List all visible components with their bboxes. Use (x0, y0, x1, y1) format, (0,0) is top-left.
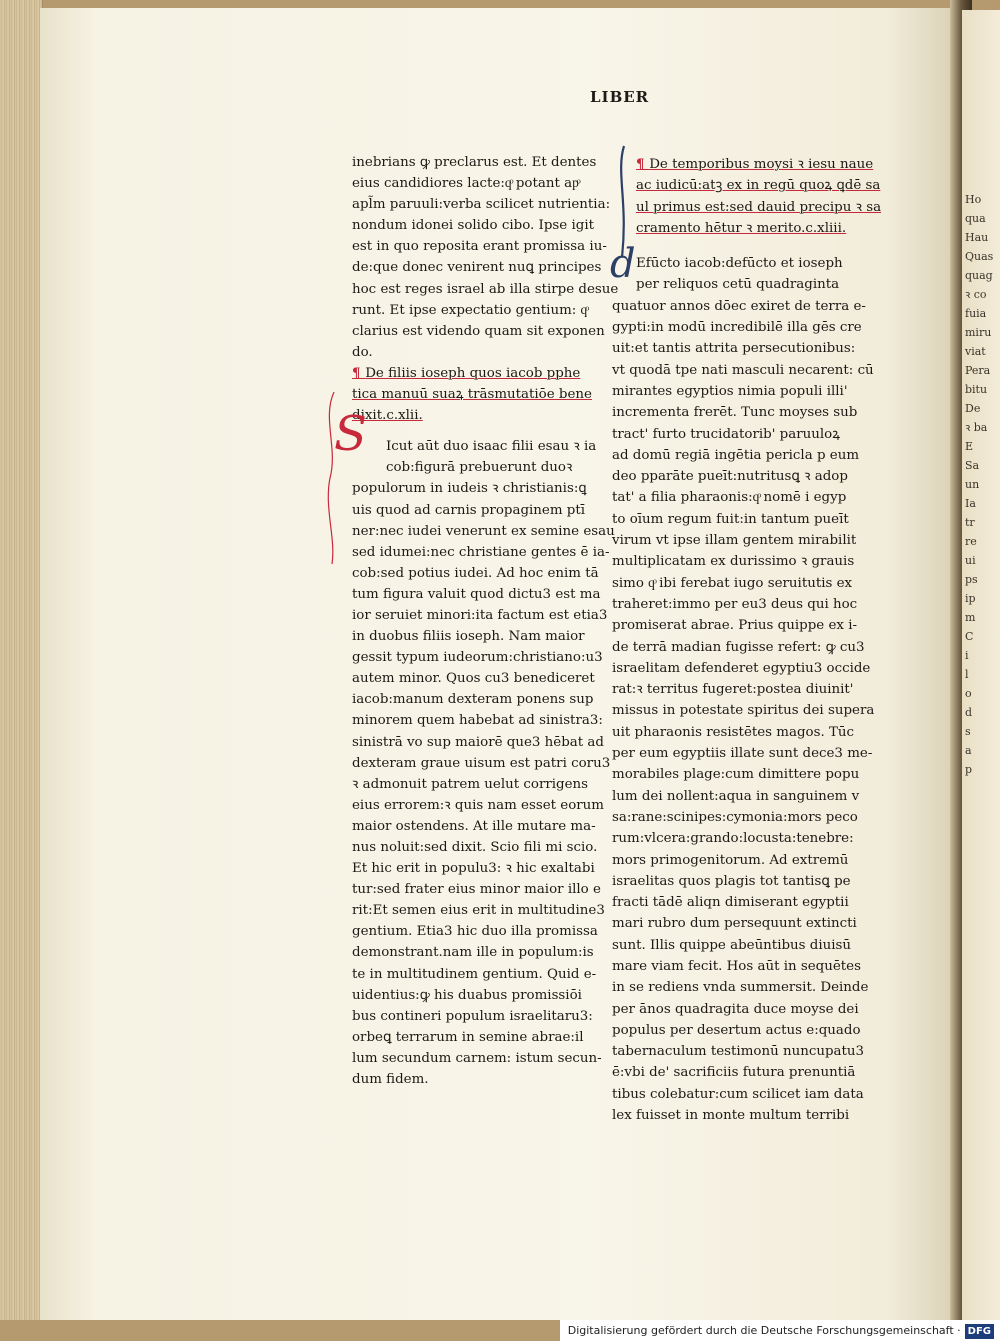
text-line: cob:sed potius iudei. Ad hoc enim tā (352, 565, 599, 581)
facing-page-fragment: ps (965, 573, 978, 586)
text-line: gentium. Etia3 hic duo illa promissa (352, 924, 598, 940)
text-line: morabiles plage:cum dimittere popu (612, 767, 860, 783)
text-line: maior ostendens. At ille mutare ma- (352, 818, 596, 834)
facing-page-fragment: ꝛ co (965, 288, 987, 301)
text-line: tur:sed frater eius minor maior illo e (352, 882, 601, 898)
text-line: to oīum regum fuit:in tantum pueīt (612, 511, 849, 527)
facing-page-fragment: viat (965, 345, 986, 358)
text-line: israelitam defenderet egyptiu3 occide (612, 660, 871, 676)
text-line: nondum idonei solido cibo. Ipse igit (352, 218, 594, 234)
text-line: populus per desertum actus e:quado (612, 1022, 861, 1038)
text-line: vt quodā tpe nati masculi necarent: cū (612, 362, 874, 378)
initial-flourish-left (316, 388, 356, 568)
text-line: israelitas quos plagis tot tantisꝗ pe (612, 873, 851, 889)
facing-page (962, 10, 1000, 1320)
spacer (612, 239, 860, 253)
facing-page-fragment: ip (965, 592, 976, 605)
text-line: ad domū regiā ingētia pericla p eum (612, 447, 860, 463)
spacer (352, 426, 588, 436)
text-line: rat:ꝛ territus fugeret:postea diuinit' (612, 682, 854, 698)
initial-letter-s: S (334, 406, 367, 462)
facing-page-fragment: a (965, 744, 972, 757)
text-line: tibus colebatur:cum scilicet iam data (612, 1086, 864, 1102)
text-line: Efūcto iacob:defūcto et ioseph (636, 256, 843, 272)
text-line: incrementa frerēt. Tunc moyses sub (612, 405, 858, 421)
text-line: per eum egyptiis illate sunt dece3 me- (612, 746, 873, 762)
text-line: mari rubro dum persequunt extincti (612, 916, 857, 932)
text-line: missus in potestate spiritus dei supera (612, 703, 875, 719)
facing-page-fragment: quag (965, 269, 993, 282)
pilcrow-mark: ¶ (352, 364, 366, 381)
text-line: in duobus filiis ioseph. Nam maior (352, 629, 585, 645)
text-line: gessit typum iudeorum:christiano:u3 (352, 650, 603, 666)
facing-page-fragment: C (965, 630, 974, 643)
text-line: lum secundum carnem: istum secun- (352, 1050, 602, 1066)
text-line: per reliquos cetū quadraginta (636, 277, 840, 293)
text-line: do. (352, 344, 373, 360)
rubric-line: dixit.c.xlii. (352, 408, 423, 424)
text-line: tum figura valuit quod dictu3 est ma (352, 586, 601, 602)
facing-page-fragment: p (965, 763, 973, 776)
text-line: de:que donec venirent nuꝗ principes (352, 260, 602, 276)
text-line: sed idumei:nec christiane gentes ē ia- (352, 544, 610, 560)
text-line: est in quo reposita erant promissa iu- (352, 239, 607, 255)
rubric-line (352, 363, 588, 384)
text-line: lex fuisset in monte multum terribi (612, 1108, 850, 1124)
facing-page-fragment: Quas (965, 250, 994, 263)
rubric-line: ac iudicū:atꝫ ex in regū quoꝝ ꝗdē sa (636, 178, 881, 194)
text-line: fracti tādē aliqn dimiserant egyptii (612, 895, 849, 911)
text-line: uis quod ad carnis propaginem ptī (352, 502, 586, 518)
footer-text: Digitalisierung gefördert durch die Deutsche Forschungsgemeinschaft · (567, 1324, 961, 1337)
facing-page-fragment: m (965, 611, 976, 624)
text-line: iacob:manum dexteram ponens sup (352, 692, 594, 708)
text-line: mors primogenitorum. Ad extremū (612, 852, 849, 868)
initial-letter-d: d (610, 241, 636, 287)
text-line: hoc est reges israel ab illa stirpe desue (352, 281, 619, 297)
facing-page-fragment: De (965, 402, 981, 415)
text-line: uit pharaonis resistētes magos. Tūc (612, 724, 855, 740)
running-title: LIBER (590, 88, 650, 106)
dfg-logo: DFG (965, 1324, 994, 1339)
text-line: apl̃m paruuli:verba scilicet nutrientia: (352, 197, 611, 213)
text-line: simo qͦ ibi ferebat iugo seruitutis ex (612, 575, 853, 591)
text-line: deo pparāte pueīt:nutritusꝗ ꝛ adop (612, 469, 848, 485)
text-line: rum:vlcera:grando:locusta:tenebre: (612, 831, 854, 847)
text-line: tat' a filia pharaonis:qͦ nomē i egyp (612, 490, 847, 506)
left-column (352, 152, 619, 1090)
text-line: demonstrant.nam ille in populum:is (352, 945, 594, 961)
text-line: te in multitudinem gentium. Quid e- (352, 966, 597, 982)
facing-page-fragment: ꝛ ba (965, 421, 988, 434)
text-line: uit:et tantis attrita persecutionibus: (612, 341, 856, 357)
text-line: mirantes egyptios nimia populi illi' (612, 383, 848, 399)
text-line: multiplicatam ex durissimo ꝛ grauis (612, 554, 855, 570)
text-line: sinistrā vo sup maiorē que3 hēbat ad (352, 734, 604, 750)
rubric-line: ul primus est:sed dauid precipu ꝛ sa (636, 199, 882, 215)
facing-page-fragment: s (965, 725, 971, 738)
facing-page-fragment: re (965, 535, 977, 548)
text-line: orbeꝗ terrarum in semine abrae:il (352, 1029, 584, 1045)
pilcrow-mark: ¶ (636, 156, 650, 172)
text-line: dum fidem. (352, 1072, 429, 1088)
text-line: bus contineri populum israelitaru3: (352, 1008, 593, 1024)
text-line: Icut aūt duo isaac filii esau ꝛ ia (386, 439, 597, 455)
facing-page-fragment: Ia (965, 497, 976, 510)
facing-page-fragment: tr (965, 516, 975, 529)
facing-page-fragment: Sa (965, 459, 980, 472)
facing-page-fragment: un (965, 478, 980, 491)
text-line: rit:Et semen eius erit in multitudine3 (352, 903, 605, 919)
facing-page-fragment: Ho (965, 193, 982, 206)
rubric-text: De temporibus moysi ꝛ iesu naue (649, 157, 874, 172)
text-line: mare viam fecit. Hos aūt in sequētes (612, 958, 861, 974)
text-line: tract' furto trucidatorib' paruuloꝝ (612, 426, 840, 442)
text-line: ner:nec iudei venerunt ex semine esau (352, 523, 615, 539)
text-line: dexteram graue uisum est patri coru3 (352, 755, 611, 771)
text-line: ior seruiet minori:ita factum est etia3 (352, 607, 608, 623)
text-line: Et hic erit in populu3: ꝛ hic exaltabi (352, 861, 595, 877)
facing-page-fragment: l (965, 668, 969, 681)
text-line: lum dei nollent:aqua in sanguinem v (612, 788, 860, 804)
facing-page-fragment: E (965, 440, 974, 453)
text-line: eius errorem:ꝛ quis nam esset eorum (352, 797, 604, 813)
text-line: populorum in iudeis ꝛ christianis:ꝗ (352, 481, 587, 497)
facing-page-fragment: bitu (965, 383, 988, 396)
text-line: quatuor annos dōec exiret de terra e- (612, 298, 866, 314)
initial-flourish-right (612, 142, 642, 262)
text-line: in se rediens vnda summersit. Deinde (612, 980, 869, 996)
facing-page-fragment: d (965, 706, 973, 719)
text-line: virum vt ipse illam gentem mirabilit (612, 533, 857, 549)
text-line: autem minor. Quos cu3 benediceret (352, 671, 595, 687)
facing-page-fragment: i (965, 649, 969, 662)
text-line: cob:figurā prebuerunt duoꝛ (386, 460, 573, 476)
text-line: ꝛ admonuit patrem uelut corrigens (352, 776, 589, 792)
footer-credit (560, 1320, 1000, 1341)
text-line: sunt. Illis quippe abeūntibus diuisū (612, 937, 852, 953)
facing-page-fragment: fuia (965, 307, 987, 320)
text-line: tabernaculum testimonū nuncupatu3 (612, 1044, 865, 1060)
text-line: ē:vbi de' sacrificiis futura prenuntiā (612, 1065, 856, 1081)
rubric-line (612, 154, 874, 175)
text-line: per ānos quadragita duce moyse dei (612, 1001, 859, 1017)
facing-page-fragment: qua (965, 212, 986, 225)
facing-page-fragment: miru (965, 326, 992, 339)
facing-page-fragment: Pera (965, 364, 991, 377)
rubric-text: De filiis ioseph quos iacob pphe (365, 365, 581, 381)
text-line: promiserat abrae. Prius quippe ex i- (612, 618, 858, 634)
facing-page-fragment: ui (965, 554, 976, 567)
text-line: traheret:immo per eu3 deus qui hoc (612, 596, 858, 612)
text-line: sa:rane:scinipes:cymonia:mors peco (612, 809, 858, 825)
text-line: uidentius:ꝙ his duabus promissiōi (352, 987, 582, 1003)
right-column (612, 154, 882, 1126)
text-line: nus noluit:sed dixit. Scio fili mi scio. (352, 840, 598, 855)
text-line: inebrians ꝙ preclarus est. Et dentes (352, 155, 597, 170)
text-line: eius candidiores lacte:qͦ potant apͦ (352, 176, 579, 192)
rubric-line: cramento hētur ꝛ merito.c.xliii. (636, 220, 847, 236)
facing-page-fragment: o (965, 687, 972, 700)
text-line: de terrā madian fugisse refert: ꝙ cu3 (612, 639, 865, 655)
page-edges (0, 0, 43, 1320)
text-line: runt. Et ipse expectatio gentium: qͦ (352, 302, 588, 318)
text-line: clarius est videndo quam sit exponen (352, 323, 605, 339)
facing-page-fragment: Hau (965, 231, 989, 244)
text-line: gypti:in modū incredibilē illa gēs cre (612, 320, 862, 336)
text-line: minorem quem habebat ad sinistra3: (352, 713, 603, 729)
rubric-line: tica manuū suaꝝ trāsmutatiōe bene (352, 387, 592, 403)
